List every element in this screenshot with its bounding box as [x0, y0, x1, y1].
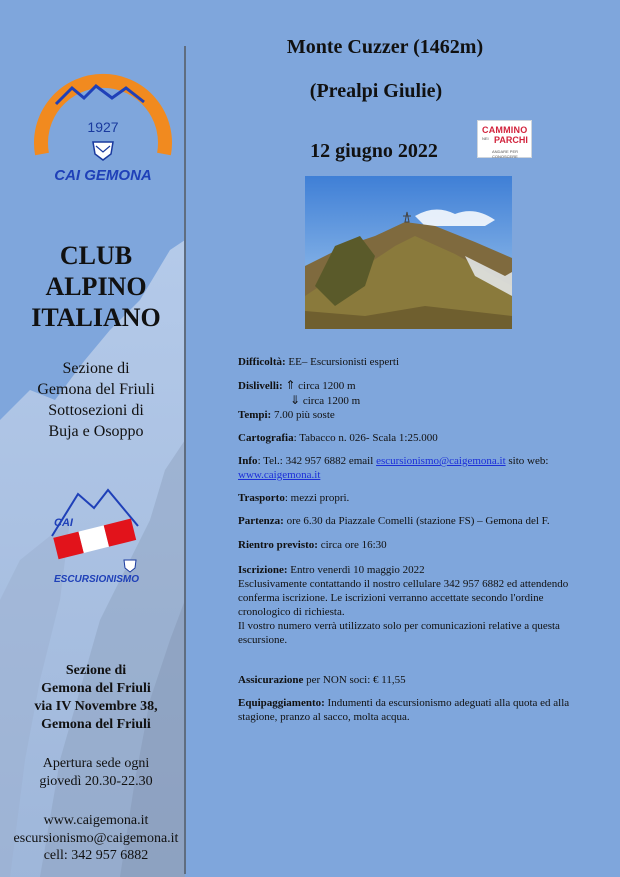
- dislivelli-down: circa 1200 m: [300, 395, 361, 407]
- website-link[interactable]: www.caigemona.it: [238, 469, 321, 481]
- hike-title: Monte Cuzzer (1462m): [286, 36, 484, 58]
- vertical-divider: [184, 46, 186, 874]
- partenza-value: ore 6.30 da Piazzale Comelli (stazione FS) – Gemona del F.: [283, 515, 550, 527]
- tempi-value: 7.00 più soste: [271, 409, 335, 421]
- assicurazione-row: [238, 673, 578, 687]
- badge-small: NEI: [482, 136, 489, 141]
- badge-tagline: ANDARE PER CONOSCERE: [492, 149, 519, 159]
- hike-date: 12 giugno 2022: [310, 140, 438, 162]
- difficolta-label: Difficoltà:: [238, 356, 286, 368]
- esc-logo-bottom: ESCURSIONISMO: [54, 574, 140, 585]
- sede-line: via IV Novembre 38,: [34, 699, 158, 714]
- tempi-label: Tempi:: [238, 409, 272, 421]
- opening-line: giovedì 20.30-22.30: [39, 774, 153, 789]
- difficolta-value: EE– Escursionisti esperti: [285, 356, 399, 368]
- sede-line: Gemona del Friuli: [41, 681, 151, 696]
- email-link[interactable]: escursionismo@caigemona.it: [376, 455, 506, 467]
- opening-hours: [0, 755, 192, 791]
- sede-address: [0, 662, 192, 734]
- iscrizione-row: [238, 563, 578, 577]
- iscrizione-body: Esclusivamente contattando il nostro cellulare 342 957 6882 ed attendendo conferma iscrizione. Le iscrizioni verranno accettate secondo l'ordine cronologico di richiesta.: [238, 578, 569, 618]
- rientro-row: [238, 538, 578, 552]
- club-title-line: ITALIANO: [31, 303, 161, 332]
- club-title-line: ALPINO: [45, 272, 147, 301]
- iscrizione-body2: Il vostro numero verrà utilizzato solo per comunicazioni relative a questa escursione.: [238, 620, 560, 646]
- website-text: www.caigemona.it: [43, 813, 149, 828]
- logo-year: 1927: [87, 119, 119, 135]
- cai-gemona-logo-icon: [30, 62, 176, 192]
- dislivelli-label: Dislivelli:: [238, 380, 283, 392]
- badge-line1: CAMMINO: [482, 125, 528, 135]
- hike-subtitle: (Prealpi Giulie): [309, 80, 443, 102]
- hike-info: [238, 355, 578, 724]
- trasporto-value: : mezzi propri.: [284, 492, 350, 504]
- esc-logo-top: CAI: [54, 517, 73, 529]
- club-title: [0, 240, 192, 333]
- arrow-up-icon: ⇑: [285, 378, 296, 392]
- iscrizione-label: Iscrizione:: [238, 564, 288, 576]
- trasporto-label: Trasporto: [238, 492, 285, 504]
- info-mid: sito web:: [505, 455, 549, 467]
- email-text: escursionismo@caigemona.it: [13, 830, 179, 846]
- cartografia-row: [238, 431, 578, 445]
- sede-line: Sezione di: [65, 663, 127, 678]
- sezione-line: Buja e Osoppo: [48, 423, 144, 440]
- equipaggiamento-row: [238, 696, 578, 724]
- mountain-photo: [305, 176, 512, 329]
- arrow-down-icon: ⇓: [290, 393, 301, 407]
- club-title-line: CLUB: [59, 241, 133, 270]
- trasporto-row: [238, 491, 578, 505]
- difficolta-row: [238, 355, 578, 369]
- phone-text: cell: 342 957 6882: [43, 848, 149, 863]
- cai-escursionismo-logo-icon: [48, 486, 140, 586]
- info-row: [238, 454, 578, 482]
- info-value: : Tel.: 342 957 6882 email: [257, 455, 377, 467]
- sezione-line: Gemona del Friuli: [37, 381, 155, 398]
- sezione-line: Sezione di: [62, 360, 130, 377]
- contacts: [0, 812, 192, 865]
- dislivelli-down-row: [238, 393, 578, 408]
- cartografia-label: Cartografia: [238, 432, 294, 444]
- sezione-line: Sottosezioni di: [48, 402, 144, 419]
- sidebar: [0, 0, 184, 877]
- badge-line2: PARCHI: [494, 135, 528, 145]
- sezione-info: [0, 358, 192, 442]
- equipaggiamento-value: Indumenti da escursionismo adeguati alla quota ed alla stagione, pranzo al sacco, molta acqua.: [238, 697, 570, 723]
- opening-line: Apertura sede ogni: [42, 756, 150, 771]
- rientro-value: circa ore 16:30: [317, 539, 387, 551]
- logo-text: CAI GEMONA: [54, 167, 152, 184]
- dislivelli-up: circa 1200 m: [295, 380, 356, 392]
- info-label: Info: [238, 455, 258, 467]
- partenza-label: Partenza:: [238, 515, 284, 527]
- dislivelli-row: [238, 378, 578, 393]
- assicurazione-label: Assicurazione: [238, 674, 304, 686]
- assicurazione-value: per NON soci: € 11,55: [303, 674, 406, 686]
- partenza-row: [238, 514, 578, 528]
- cartografia-value: : Tabacco n. 026- Scala 1:25.000: [293, 432, 438, 444]
- iscrizione-value: Entro venerdì 10 maggio 2022: [287, 564, 425, 576]
- sede-line: Gemona del Friuli: [41, 717, 151, 732]
- tempi-row: [238, 408, 578, 422]
- cammino-parchi-logo: [477, 120, 532, 158]
- rientro-label: Rientro previsto:: [238, 539, 318, 551]
- equipaggiamento-label: Equipaggiamento:: [238, 697, 325, 709]
